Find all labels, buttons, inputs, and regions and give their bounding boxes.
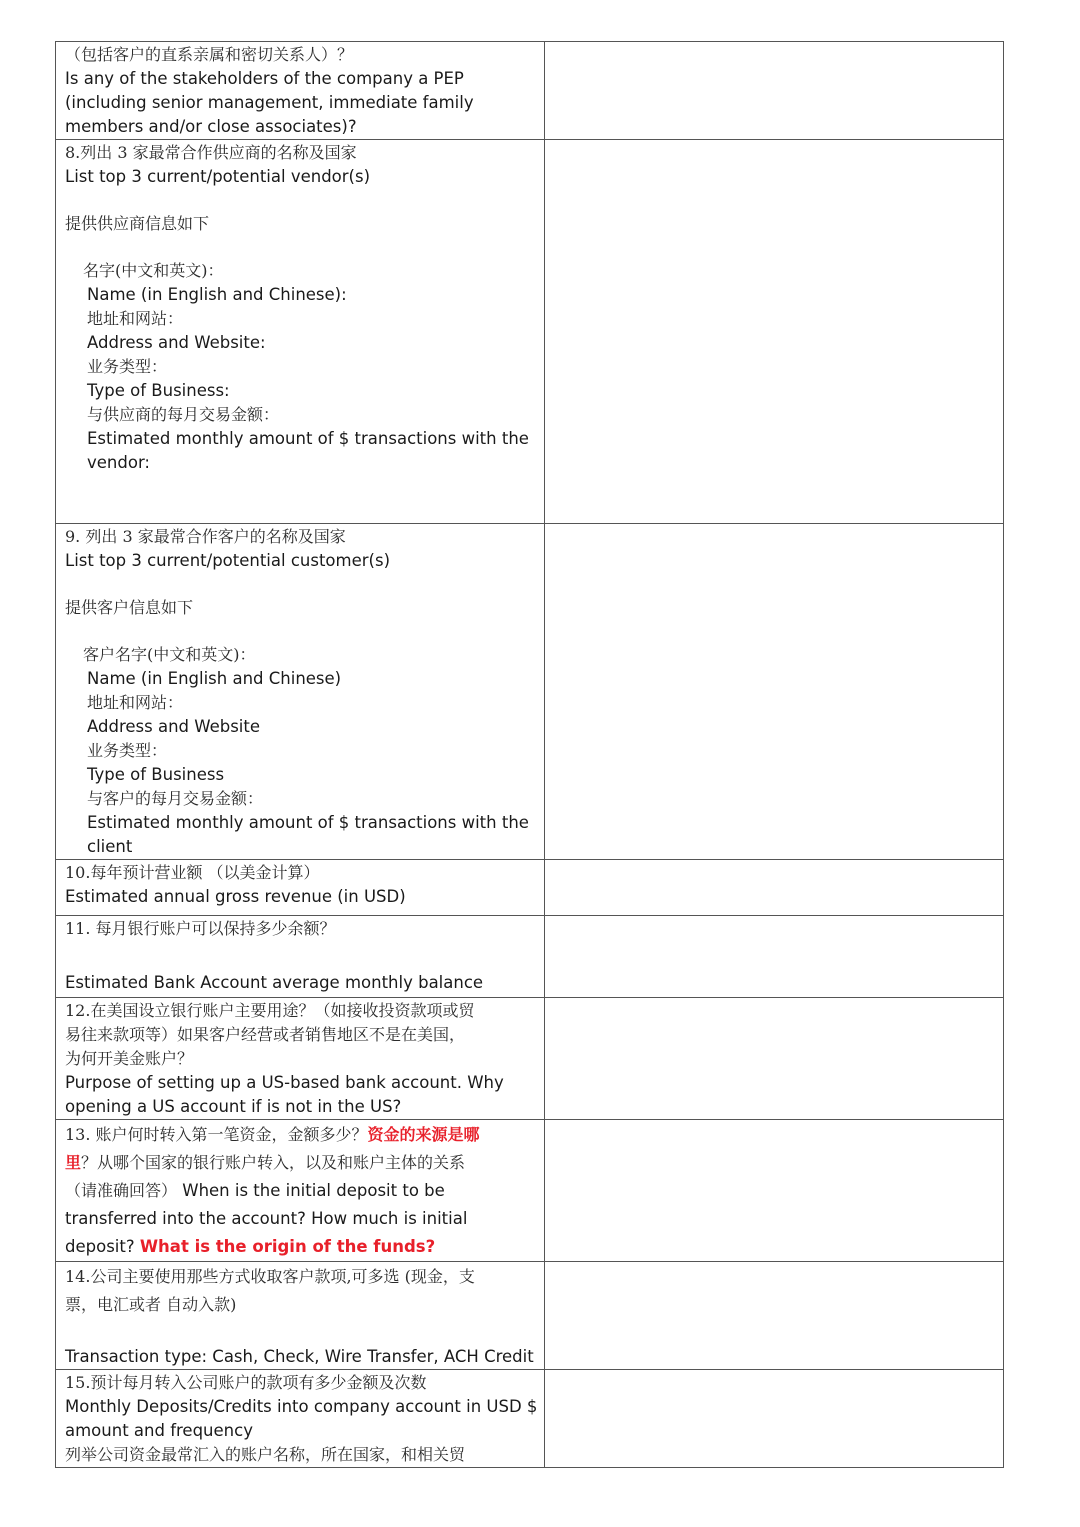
answer-cell-monthly-balance[interactable]: [545, 916, 1004, 998]
question-title: Monthly Deposits/Credits into company account in USD $: [65, 1397, 538, 1416]
field-label: 客户名字(中文和英文)：: [83, 645, 256, 664]
question-title: Purpose of setting up a US-based bank account. Why: [65, 1073, 504, 1092]
table-row-account-purpose: [56, 998, 1004, 1120]
spacer: [65, 236, 536, 259]
question-title: 为何开美金账户？: [65, 1049, 194, 1068]
field-label: Type of Business:: [87, 381, 230, 400]
question-title: 15.预计每月转入公司账户的款项有多少金额及次数: [65, 1373, 427, 1392]
question-title: 票，电汇或者 自动入款): [65, 1295, 237, 1314]
answer-cell-monthly-deposits[interactable]: [545, 1370, 1004, 1468]
question-text: members and/or close associates)?: [65, 117, 357, 136]
question-text: ？从哪个国家的银行账户转入，以及和账户主体的关系: [81, 1153, 466, 1172]
question-title: Estimated annual gross revenue (in USD): [65, 887, 406, 906]
table-row-monthly-deposits: [56, 1370, 1004, 1468]
question-cell-vendors: [56, 140, 545, 524]
field-label: 地址和网站：: [87, 693, 184, 712]
answer-cell-pep[interactable]: [545, 42, 1004, 140]
spacer: [65, 620, 536, 643]
field-label: 与供应商的每月交易金额：: [87, 405, 280, 424]
question-title: 9. 列出 3 家最常合作客户的名称及国家: [65, 527, 346, 546]
question-text: When is the initial deposit to be: [177, 1181, 445, 1200]
question-cell-account-purpose: [56, 998, 545, 1120]
spacer: [65, 941, 536, 971]
field-label: client: [87, 837, 133, 856]
question-title: 8.列出 3 家最常合作供应商的名称及国家: [65, 143, 357, 162]
question-title: 12.在美国设立银行账户主要用途？（如接收投资款项或贸: [65, 1001, 475, 1020]
highlight-text: 资金的来源是哪: [367, 1125, 480, 1144]
question-text: （请准确回答）: [65, 1181, 178, 1200]
question-title: Estimated Bank Account average monthly balance: [65, 973, 484, 992]
question-text: deposit?: [65, 1237, 140, 1256]
question-line: [65, 1121, 536, 1149]
question-title: 10.每年预计营业额 （以美金计算）: [65, 863, 320, 882]
field-label: vendor:: [87, 453, 150, 472]
answer-cell-vendors[interactable]: [545, 140, 1004, 524]
question-text: 提供供应商信息如下: [65, 214, 210, 233]
field-label: 业务类型：: [87, 357, 168, 376]
spacer: [65, 1319, 536, 1345]
question-title: List top 3 current/potential customer(s): [65, 551, 391, 570]
question-text: transferred into the account? How much is initial: [65, 1209, 468, 1228]
field-label: Name (in English and Chinese): [87, 669, 342, 688]
question-text: 提供客户信息如下: [65, 598, 194, 617]
table-row-customers: [56, 524, 1004, 860]
question-title: opening a US account if is not in the US?: [65, 1097, 402, 1116]
table-row-vendors: [56, 140, 1004, 524]
question-line: [65, 1177, 536, 1205]
question-text: (including senior management, immediate family: [65, 93, 474, 112]
question-cell-customers: [56, 524, 545, 860]
highlight-text: What is the origin of the funds?: [139, 1237, 436, 1256]
question-title: 易往来款项等）如果客户经营或者销售地区不是在美国，: [65, 1025, 466, 1044]
question-line: [65, 1149, 536, 1177]
question-cell-initial-deposit: [56, 1120, 545, 1262]
question-title: 列举公司资金最常汇入的账户名称，所在国家，和相关贸: [65, 1445, 466, 1464]
field-label: Address and Website: [87, 717, 261, 736]
answer-cell-transaction-type[interactable]: [545, 1262, 1004, 1370]
field-label: Estimated monthly amount of $ transactions with the: [87, 429, 529, 448]
question-text: Is any of the stakeholders of the company a PEP: [65, 69, 464, 88]
spacer: [65, 573, 536, 596]
table-row-pep: [56, 42, 1004, 140]
answer-cell-customers[interactable]: [545, 524, 1004, 860]
question-cell-monthly-balance: [56, 916, 545, 998]
question-cell-monthly-deposits: [56, 1370, 545, 1468]
spacer: [65, 189, 536, 212]
answer-cell-annual-revenue[interactable]: [545, 860, 1004, 916]
field-label: Name (in English and Chinese):: [87, 285, 347, 304]
question-cell-transaction-type: [56, 1262, 545, 1370]
field-label: 业务类型：: [87, 741, 168, 760]
question-title: 14.公司主要使用那些方式收取客户款项,可多选 (现金，支: [65, 1267, 475, 1286]
kyc-questionnaire-table: [55, 41, 1004, 1468]
field-label: Type of Business: [87, 765, 225, 784]
question-cell-annual-revenue: [56, 860, 545, 916]
question-cell-pep: [56, 42, 545, 140]
question-title: 11. 每月银行账户可以保持多少余额？: [65, 919, 336, 938]
question-title: List top 3 current/potential vendor(s): [65, 167, 371, 186]
table-row-annual-revenue: [56, 860, 1004, 916]
field-label: Estimated monthly amount of $ transactions with the: [87, 813, 529, 832]
question-text: 13. 账户何时转入第一笔资金，金额多少？: [65, 1125, 368, 1144]
question-title: Transaction type: Cash, Check, Wire Transfer, ACH Credit: [65, 1347, 534, 1366]
question-title: amount and frequency: [65, 1421, 253, 1440]
highlight-text: 里: [65, 1153, 82, 1172]
field-label: Address and Website:: [87, 333, 266, 352]
question-text: （包括客户的直系亲属和密切关系人）？: [65, 45, 354, 64]
answer-cell-account-purpose[interactable]: [545, 998, 1004, 1120]
field-label: 与客户的每月交易金额：: [87, 789, 264, 808]
table-row-initial-deposit: [56, 1120, 1004, 1262]
field-label: 名字(中文和英文)：: [83, 261, 224, 280]
question-line: [65, 1233, 536, 1261]
field-label: 地址和网站：: [87, 309, 184, 328]
table-row-transaction-type: [56, 1262, 1004, 1370]
answer-cell-initial-deposit[interactable]: [545, 1120, 1004, 1262]
table-row-monthly-balance: [56, 916, 1004, 998]
